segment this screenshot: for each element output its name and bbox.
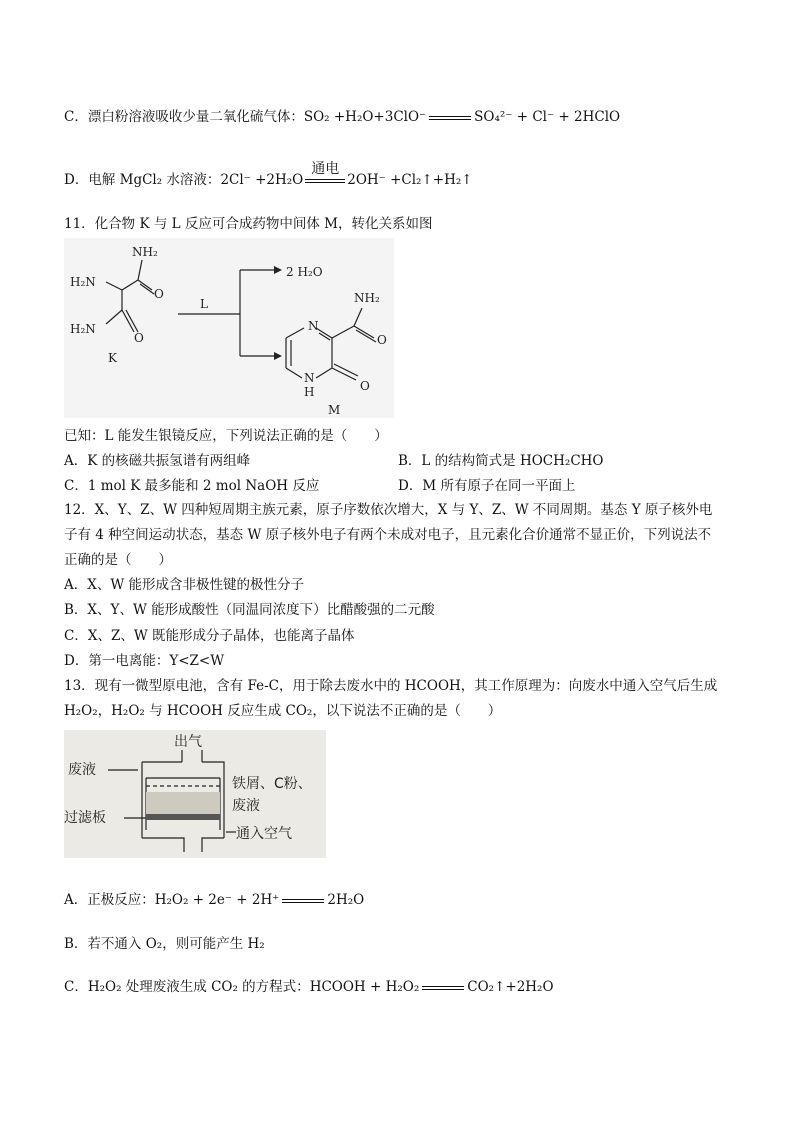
- q13-apparatus-figure: [64, 730, 326, 858]
- filler-label-2: 废液: [232, 798, 260, 814]
- k-o-bottom: O: [134, 331, 144, 345]
- byproduct-water: 2 H₂O: [286, 265, 323, 279]
- q12-option-d: D．第一电离能：Y<Z<W: [64, 653, 225, 669]
- q13-stem-line2: H₂O₂，H₂O₂ 与 HCOOH 反应生成 CO₂，以下说法不正确的是（ ）: [64, 703, 502, 719]
- apparatus-drawing: [64, 730, 326, 858]
- q11-option-c: C．1 mol K 最多能和 2 mol NaOH 反应: [64, 478, 320, 494]
- equals-bar: [429, 116, 471, 120]
- air-in-label: 通入空气: [236, 826, 292, 842]
- q13-a-rhs: 2H₂O: [327, 892, 365, 908]
- q11-option-b: B．L 的结构简式是 HOCH₂CHO: [398, 453, 604, 469]
- m-n-top: N: [308, 319, 319, 333]
- vessel-bottom: [202, 838, 224, 852]
- m-label: M: [328, 403, 341, 417]
- waste-in-label: 废液: [68, 762, 96, 778]
- filter-label: 过滤板: [64, 810, 106, 826]
- filler-label-1: 铁屑、C粉、: [232, 776, 312, 792]
- m-o-side: O: [377, 333, 387, 347]
- q10-d-lead: D．电解 MgCl₂ 水溶液：: [64, 172, 221, 188]
- filter-plate: [146, 814, 220, 820]
- m-o-bottom: O: [360, 379, 370, 393]
- q12-stem-line2: 子有 4 种空间运动状态，基态 W 原子核外电子有两个未成对电子，且元素化合价通常不显正价，下列说法不: [64, 527, 712, 543]
- m-nh2: NH₂: [354, 291, 380, 305]
- q12-option-b: B．X、Y、W 能形成酸性（同温同浓度下）比醋酸强的二元酸: [64, 602, 435, 618]
- k-o-top: O: [154, 287, 164, 301]
- q10-option-c: [64, 107, 620, 127]
- q11-option-d: D．M 所有原子在同一平面上: [398, 478, 576, 494]
- equals-bar: [422, 986, 464, 990]
- q13-c-lhs: HCOOH + H₂O₂: [309, 979, 420, 995]
- vessel-top: [202, 762, 224, 770]
- q10-d-lhs: 2Cl⁻ +2H₂O: [220, 172, 304, 188]
- electrolysis-arrow: [303, 160, 347, 183]
- figure-background: [64, 238, 394, 418]
- q10-option-d: [64, 160, 473, 190]
- q11-option-a: A．K 的核磁共振氢谱有两组峰: [64, 453, 251, 469]
- k-nh2-top: NH₂: [132, 245, 158, 259]
- q12-option-a: A．X、W 能形成含非极性键的极性分子: [64, 577, 305, 593]
- q12-option-c: C．X、Z、W 既能形成分子晶体，也能离子晶体: [64, 628, 355, 644]
- k-h2n-alpha: H₂N: [70, 275, 96, 289]
- q11-given: 已知：L 能发生银镜反应，下列说法正确的是（ ）: [64, 428, 388, 444]
- m-n-bottom: N: [304, 371, 315, 385]
- k-h2n-bottom: H₂N: [70, 322, 96, 336]
- q13-option-b: B．若不通入 O₂，则可能产生 H₂: [64, 936, 265, 952]
- condition-label: 通电: [311, 160, 340, 177]
- q13-c-rhs: CO₂↑+2H₂O: [467, 979, 554, 995]
- equals-bar: [282, 899, 324, 903]
- q13-stem-line1: 13．现有一微型原电池，含有 Fe-C，用于除去废水中的 HCOOH，其工作原理为：向废水中通入空气后生成: [64, 678, 718, 694]
- q10-c-lead: C．漂白粉溶液吸收少量二氧化硫气体：: [64, 109, 304, 125]
- q13-option-a: [64, 890, 364, 910]
- q10-d-rhs: 2OH⁻ +Cl₂↑+H₂↑: [347, 172, 473, 188]
- q12-stem-line1: 12．X、Y、Z、W 四种短周期主族元素，原子序数依次增大，X 与 Y、Z、W 不同周期。基态 Y 原子核外电: [64, 502, 713, 518]
- iron-carbon-bed: [146, 792, 220, 814]
- q11-reaction-figure: [64, 238, 394, 418]
- outlet-label: 出气: [174, 734, 202, 750]
- q10-c-lhs: SO₂ +H₂O+3ClO⁻: [303, 109, 427, 125]
- q13-a-lead: A．正极反应：: [64, 892, 155, 908]
- q12-stem-line3: 正确的是（ ）: [64, 552, 172, 568]
- q13-option-c: [64, 977, 554, 997]
- q13-c-lead: C．H₂O₂ 处理废液生成 CO₂ 的方程式：: [64, 979, 310, 995]
- q11-stem: 11．化合物 K 与 L 反应可合成药物中间体 M，转化关系如图: [64, 216, 433, 232]
- q10-c-rhs: SO₄²⁻ + Cl⁻ + 2HClO: [474, 109, 621, 125]
- m-h: H: [304, 385, 315, 399]
- reagent-l-label: L: [200, 297, 208, 311]
- k-label: K: [108, 351, 117, 365]
- vessel-bottom: [142, 838, 184, 852]
- q13-a-lhs: H₂O₂ + 2e⁻ + 2H⁺: [154, 892, 280, 908]
